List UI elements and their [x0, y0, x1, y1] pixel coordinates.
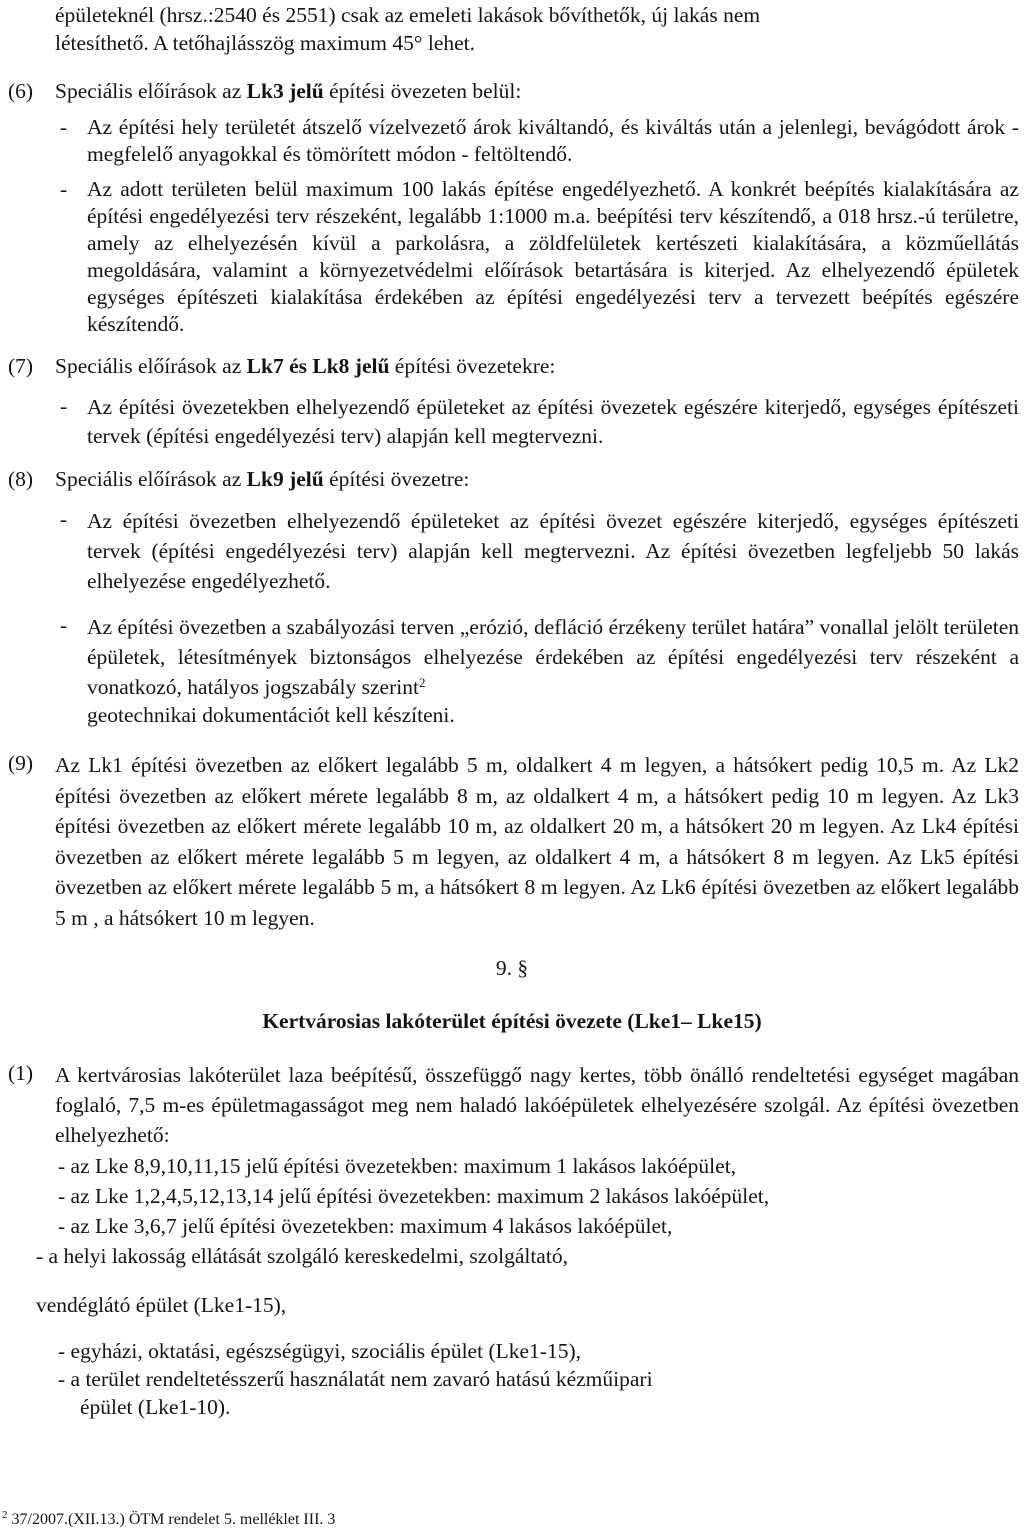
- section-title: Kertvárosias lakóterület építési övezete (Lke1– Lke15): [262, 1009, 762, 1033]
- heading-bold: Lk3 jelű: [246, 79, 324, 103]
- intro-line-2: létesíthető. A tetőhajlásszög maximum 45° lehet.: [55, 31, 476, 55]
- paragraph-6-heading: [55, 78, 521, 105]
- heading-text: Speciális előírások az: [55, 467, 247, 491]
- heading-text: Speciális előírások az: [55, 354, 247, 378]
- paragraph-8-heading: [55, 466, 469, 493]
- paragraph-8-bullet-2: [87, 612, 1019, 702]
- paragraph-number-6: (6): [8, 79, 34, 103]
- paragraph-1-text: A kertvárosias lakóterület laza beépítésű, összefüggő nagy kertes, több önálló rendeltetési egységet magában foglaló, 7,5 m-es épületmagasságot meg nem haladó lakóépületek elhelyezésére szolgál. Az építési övezetben elhelyezhető:: [55, 1063, 1019, 1147]
- paragraph-9-text: Az Lk1 építési övezetben az előkert legalább 5 m, oldalkert 4 m legyen, a hátsókert pedig 10,5 m. Az Lk2 építési övezetben az előkert mérete legalább 8 m, az oldalkert 4 m, a hátsókert pedig 10 m legyen. Az Lk3 építési övezetben az előkert mérete legalább 10 m, az oldalkert 20 m, a hátsókert 20 m legyen. Az Lk4 építési övezetben az előkert mérete legalább 5 m legyen, az oldalkert 4 m, a hátsókert 8 m legyen. Az Lk5 építési övezetben az előkert mérete legalább 5 m, a hátsókert 8 m legyen. Az Lk6 építési övezetben az előkert legalább 5 m , a hátsókert 10 m legyen.: [55, 753, 1019, 930]
- list-item: - a terület rendeltetésszerű használatát nem zavaró hatású kézműipari: [58, 1367, 653, 1391]
- heading-text: Speciális előírások az: [55, 79, 247, 103]
- list-item: - az Lke 8,9,10,11,15 jelű építési övezetekben: maximum 1 lakásos lakóépület,: [58, 1154, 737, 1178]
- footnote: [2, 1506, 335, 1529]
- paragraph-6-bullet-1: Az építési hely területét átszelő vízelvezető árok kiváltandó, és kiváltás után a jelenlegi, bevágódott árok - megfelelő anyagokkal és tömörített módon - feltöltendő.: [87, 115, 1019, 166]
- section-number: 9. §: [495, 956, 529, 980]
- paragraph-number-7: (7): [8, 354, 34, 378]
- heading-text: építési övezeten belül:: [323, 79, 522, 103]
- bullet-dash: -: [60, 613, 68, 637]
- bullet-dash: -: [60, 115, 68, 139]
- paragraph-number-1: (1): [8, 1061, 34, 1085]
- list-item: vendéglátó épület (Lke1-15),: [36, 1293, 287, 1317]
- bullet-dash: -: [60, 177, 68, 201]
- list-item: - a helyi lakosság ellátását szolgáló kereskedelmi, szolgáltató,: [36, 1244, 568, 1268]
- paragraph-6-bullet-2: Az adott területen belül maximum 100 lakás építése engedélyezhető. A konkrét beépítés kialakítására az építési engedélyezési terv részeként, legalább 1:1000 m.a. beépítési terv készítendő, a 018 hrsz.-ú területre, amely az elhelyezésén kívül a parkolásra, a zöldfelületek kertészeti kialakítására, a közműellátás megoldására, valamint a környezetvédelmi előírások betartására is kiterjed. Az elhelyezendő épületek egységes építészeti kialakítása érdekében az építési engedélyezési terv a tervezett beépítés egészére készítendő.: [87, 177, 1019, 336]
- footnote-reference: 2: [418, 675, 426, 690]
- footnote-text: 37/2007.(XII.13.) ÖTM rendelet 5. melléklet III. 3: [7, 1511, 336, 1528]
- paragraph-number-8: (8): [8, 467, 34, 491]
- heading-bold: Lk9 jelű: [246, 467, 324, 491]
- paragraph-number-9: (9): [8, 751, 34, 775]
- footnote-mark: 2: [2, 1509, 8, 1521]
- heading-bold: Lk7 és Lk8 jelű: [246, 354, 390, 378]
- intro-line-1: épületeknél (hrsz.:2540 és 2551) csak az emeleti lakások bővíthetők, új lakás nem: [55, 3, 761, 27]
- list-item: - az Lke 1,2,4,5,12,13,14 jelű építési övezetekben: maximum 2 lakásos lakóépület,: [58, 1184, 770, 1208]
- paragraph-7-bullet-1: Az építési övezetekben elhelyezendő épületeket az építési övezetek egészére kiterjedő, egységes építészeti tervek (építési engedélyezési terv) alapján kell megtervezni.: [87, 395, 1019, 448]
- paragraph-7-heading: [55, 353, 555, 380]
- heading-text: építési övezetekre:: [389, 354, 556, 378]
- list-item: épület (Lke1-10).: [80, 1395, 231, 1419]
- list-item: - egyházi, oktatási, egészségügyi, szociális épület (Lke1-15),: [58, 1339, 581, 1363]
- bullet-dash: -: [60, 394, 68, 418]
- paragraph-8-bullet-2-tail: geotechnikai dokumentációt kell készíteni.: [87, 703, 455, 727]
- bullet-2-text: Az építési övezetben a szabályozási terven „erózió, defláció érzékeny terület határa” vonallal jelölt területen épületek, létesítmények biztonságos elhelyezése érdekében az építési engedélyezési terv részeként a vonatkozó, hatályos jogszabály szerint: [87, 615, 1019, 699]
- list-item: - az Lke 3,6,7 jelű építési övezetekben: maximum 4 lakásos lakóépület,: [58, 1214, 673, 1238]
- heading-text: építési övezetre:: [323, 467, 470, 491]
- bullet-dash: -: [60, 507, 68, 531]
- paragraph-8-bullet-1: Az építési övezetben elhelyezendő épületeket az építési övezet egészére kiterjedő, egységes építészeti tervek (építési engedélyezési terv) alapján kell megtervezni. Az építési övezetben legfeljebb 50 lakás elhelyezése engedélyezhető.: [87, 509, 1019, 593]
